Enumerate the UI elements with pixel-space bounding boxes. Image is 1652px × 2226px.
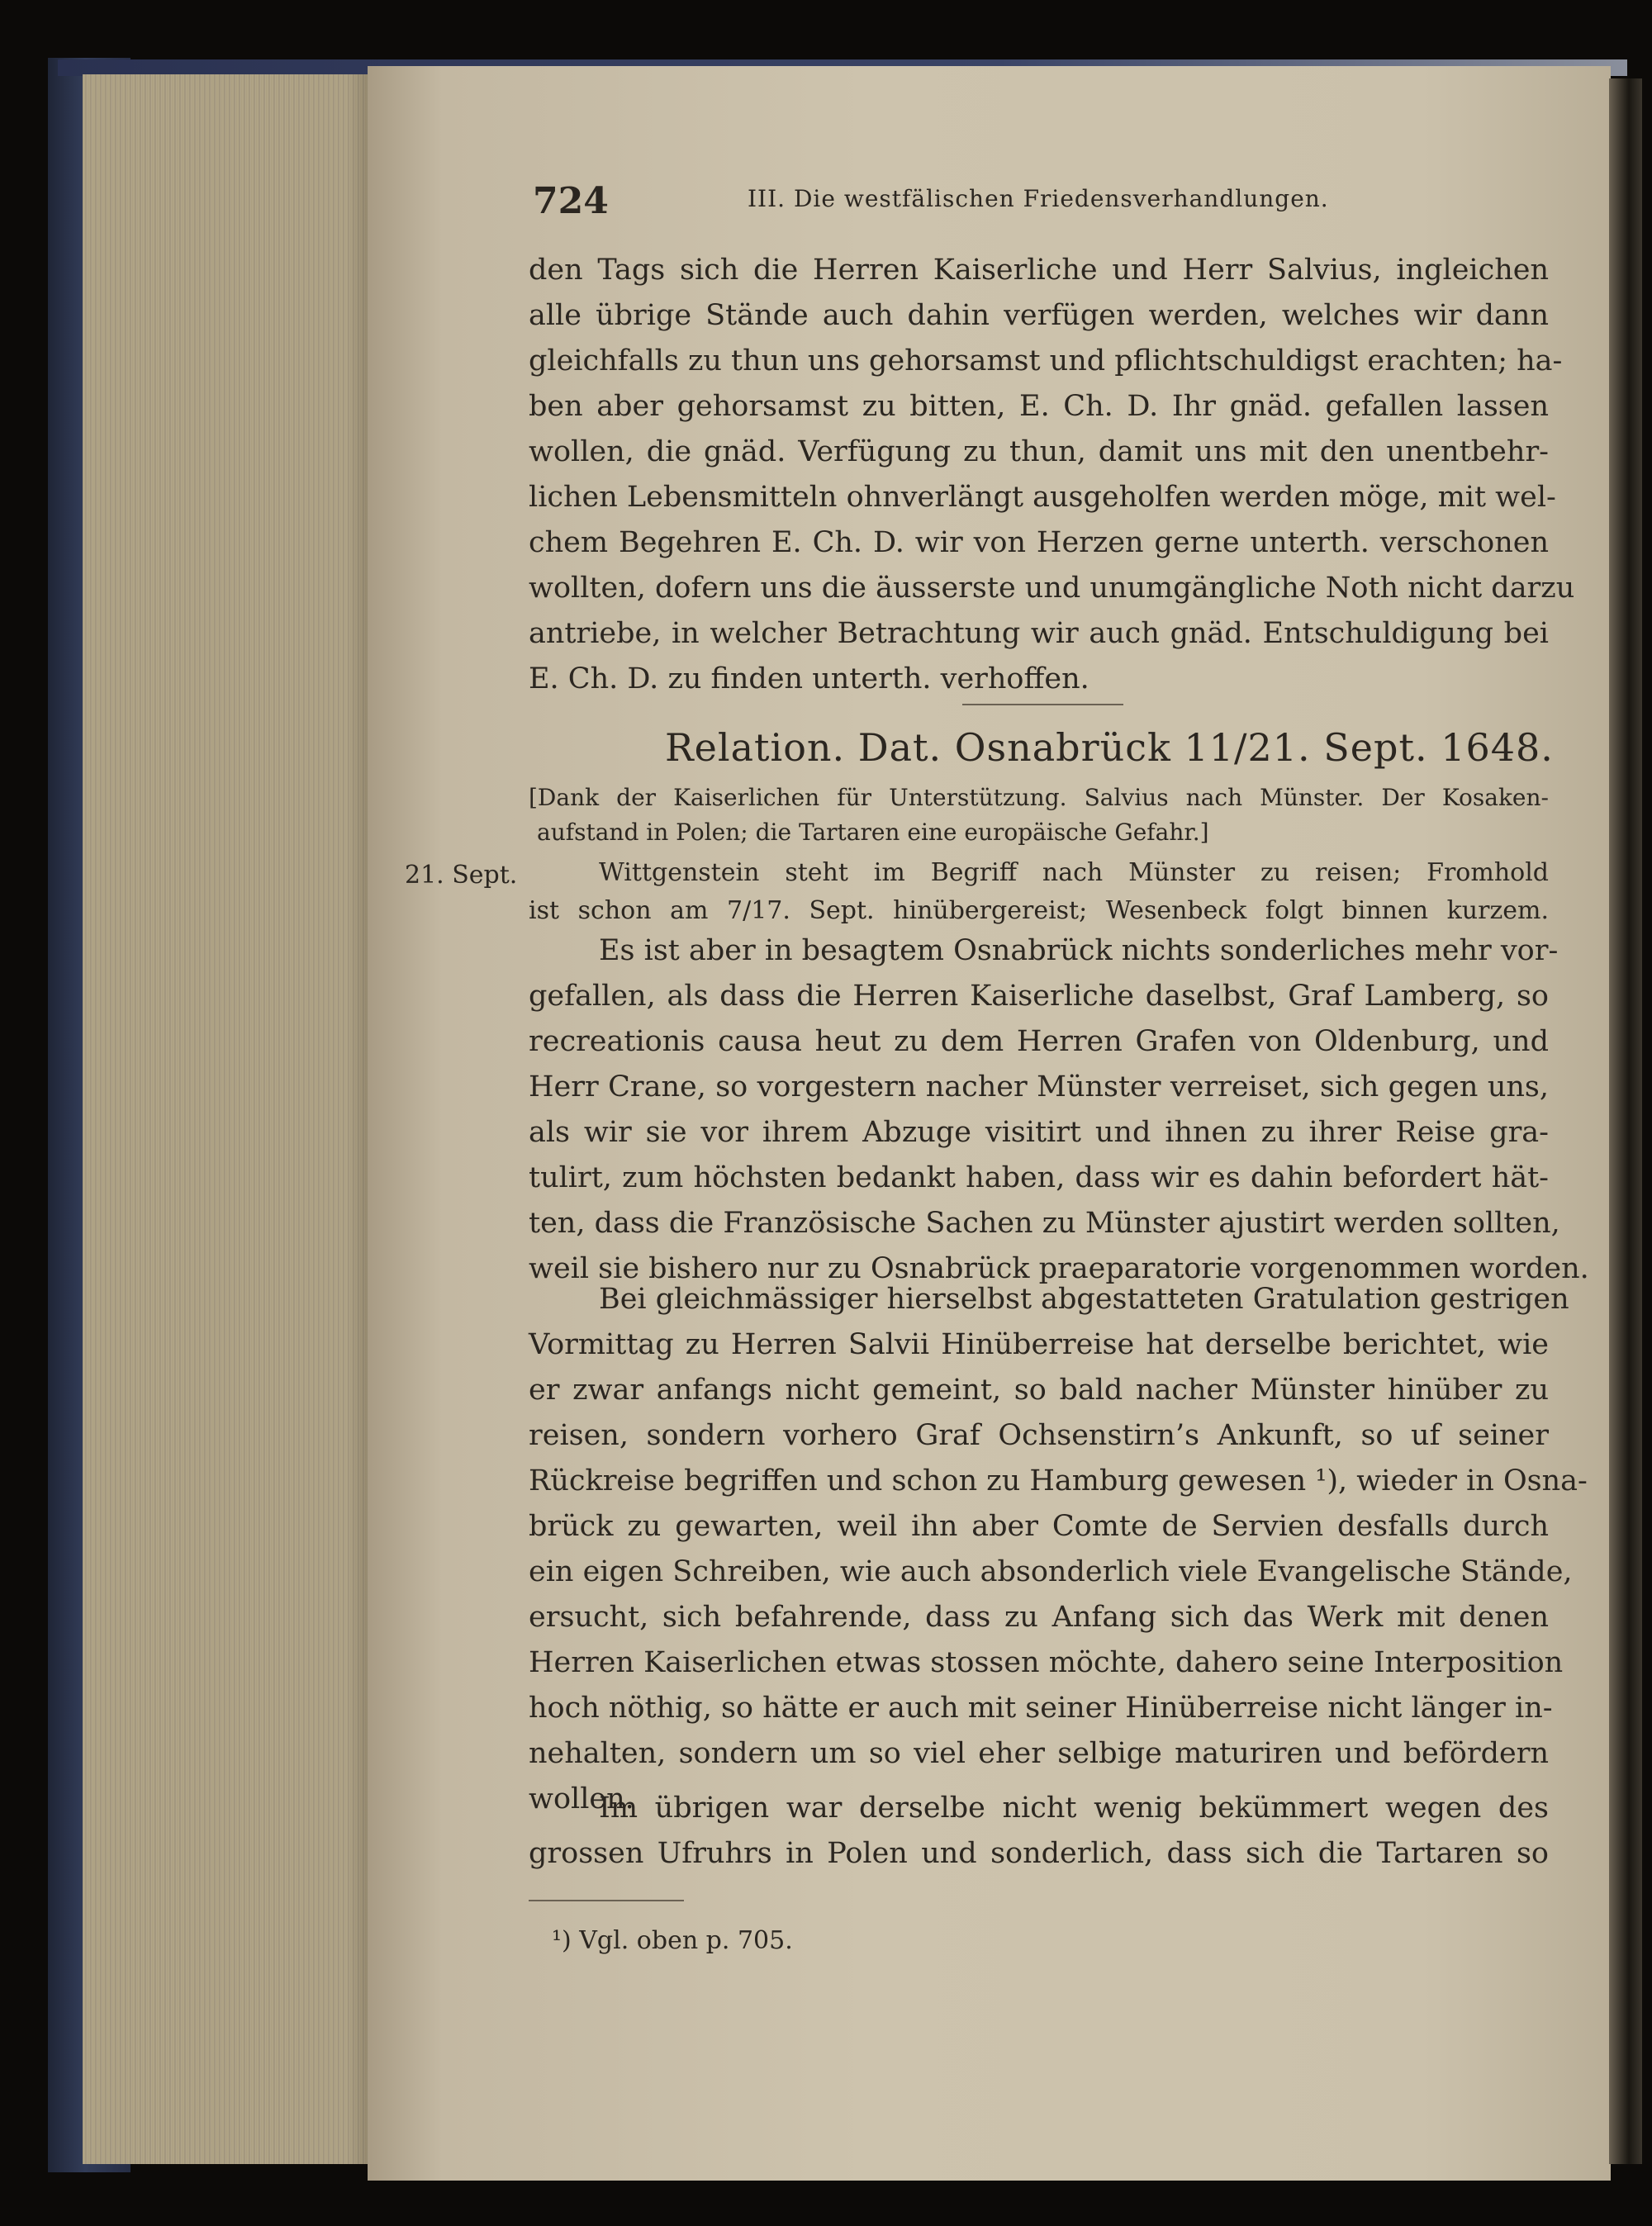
text-line: hoch nöthig, so hätte er auch mit seiner Hinüberreise nicht länger in- [529,1692,1553,1725]
summary-line: [Dank der Kaiserlichen für Unterstützung. Salvius nach Münster. Der Kosaken- [529,784,1549,811]
relation-summary [529,781,1549,850]
text-line: als wir sie vor ihrem Abzuge visitirt und ihnen zu ihrer Reise gra- [529,1116,1549,1149]
text-line: wollten, dofern uns die äusserste und unumgängliche Noth nicht darzu [529,572,1575,605]
text-line: Im übrigen war derselbe nicht wenig bekümmert wegen des [599,1792,1549,1825]
margin-date: 21. Sept. [405,861,518,890]
text-line: brück zu gewarten, weil ihn aber Comte de Servien desfalls durch [529,1510,1549,1543]
text-line: Rückreise begriffen und schon zu Hamburg gewesen ¹), wieder in Osna- [529,1464,1588,1497]
text-line: Herren Kaiserlichen etwas stossen möchte, dahero seine Interposition [529,1646,1564,1679]
text-line: gleichfalls zu thun uns gehorsamst und pflichtschuldigst erachten; ha- [529,344,1563,377]
facing-page-edge [1609,78,1642,2164]
text-line: nehalten, sondern um so viel eher selbige maturiren und befördern [529,1737,1549,1770]
relation-title: Relation. Dat. Osnabrück 11/21. Sept. 1648. [665,725,1554,770]
text-line: den Tags sich die Herren Kaiserliche und Herr Salvius, ingleichen [529,254,1549,287]
text-line: reisen, sondern vorhero Graf Ochsenstirn’s Ankunft, so uf seiner [529,1419,1549,1452]
text-line: E. Ch. D. zu finden unterth. verhoffen. [529,662,1089,695]
text-line: antriebe, in welcher Betrachtung wir auch gnäd. Entschuldigung bei [529,617,1549,650]
text-line: er zwar anfangs nicht gemeint, so bald nacher Münster hinüber zu [529,1374,1549,1407]
regest [529,854,1549,930]
paragraph-3 [529,1277,1588,1822]
text-line: grossen Ufruhrs in Polen und sonderlich, dass sich die Tartaren so [529,1837,1549,1870]
text-line: wollen, die gnäd. Verfügung zu thun, damit uns mit den unentbehr- [529,435,1549,468]
text-line: alle übrige Stände auch dahin verfügen werden, welches wir dann [529,299,1549,332]
running-title: III. Die westfälischen Friedensverhandlungen. [748,185,1329,212]
text-line: Bei gleichmässiger hierselbst abgestatteten Gratulation gestrigen [599,1283,1569,1316]
text-line: Herr Crane, so vorgestern nacher Münster verreiset, sich gegen uns, [529,1070,1549,1104]
footnote-rule [529,1900,684,1901]
text-line: ein eigen Schreiben, wie auch absonderlich viele Evangelische Stände, [529,1555,1573,1588]
text-line: ben aber gehorsamst zu bitten, E. Ch. D. Ihr gnäd. gefallen lassen [529,390,1549,423]
text-line: Vormittag zu Herren Salvii Hinüberreise hat derselbe berichtet, wie [529,1328,1549,1361]
text-line: recreationis causa heut zu dem Herren Grafen von Oldenburg, und [529,1025,1549,1058]
paragraph-1 [529,248,1575,702]
paragraph-2 [529,928,1589,1292]
regest-line: Wittgenstein steht im Begriff nach Münster zu reisen; Fromhold [599,858,1549,887]
text-line: gefallen, als dass die Herren Kaiserliche daselbst, Graf Lamberg, so [529,980,1549,1013]
page-number: 724 [533,180,609,222]
text-line: tulirt, zum höchsten bedankt haben, dass wir es dahin befordert hät- [529,1161,1549,1194]
regest-line: ist schon am 7/17. Sept. hinübergereist; Wesenbeck folgt binnen kurzem. [529,896,1549,925]
text-line: wollen. [529,1782,634,1815]
paragraph-4 [529,1786,1549,1877]
text-line: weil sie bishero nur zu Osnabrück praeparatorie vorgenommen worden. [529,1252,1589,1285]
text-line: Es ist aber in besagtem Osnabrück nichts sonderliches mehr vor- [599,934,1559,967]
text-line: chem Begehren E. Ch. D. wir von Herzen gerne unterth. verschonen [529,526,1549,559]
text-line: ersucht, sich befahrende, dass zu Anfang sich das Werk mit denen [529,1601,1549,1634]
summary-line: aufstand in Polen; die Tartaren eine europäische Gefahr.] [537,819,1209,846]
text-line: lichen Lebensmitteln ohnverlängt ausgeholfen werden möge, mit wel- [529,481,1556,514]
text-line: ten, dass die Französische Sachen zu Münster ajustirt werden sollten, [529,1207,1560,1240]
footnote: ¹) Vgl. oben p. 705. [552,1926,793,1955]
page-edges [83,74,368,2164]
section-divider [962,704,1123,705]
